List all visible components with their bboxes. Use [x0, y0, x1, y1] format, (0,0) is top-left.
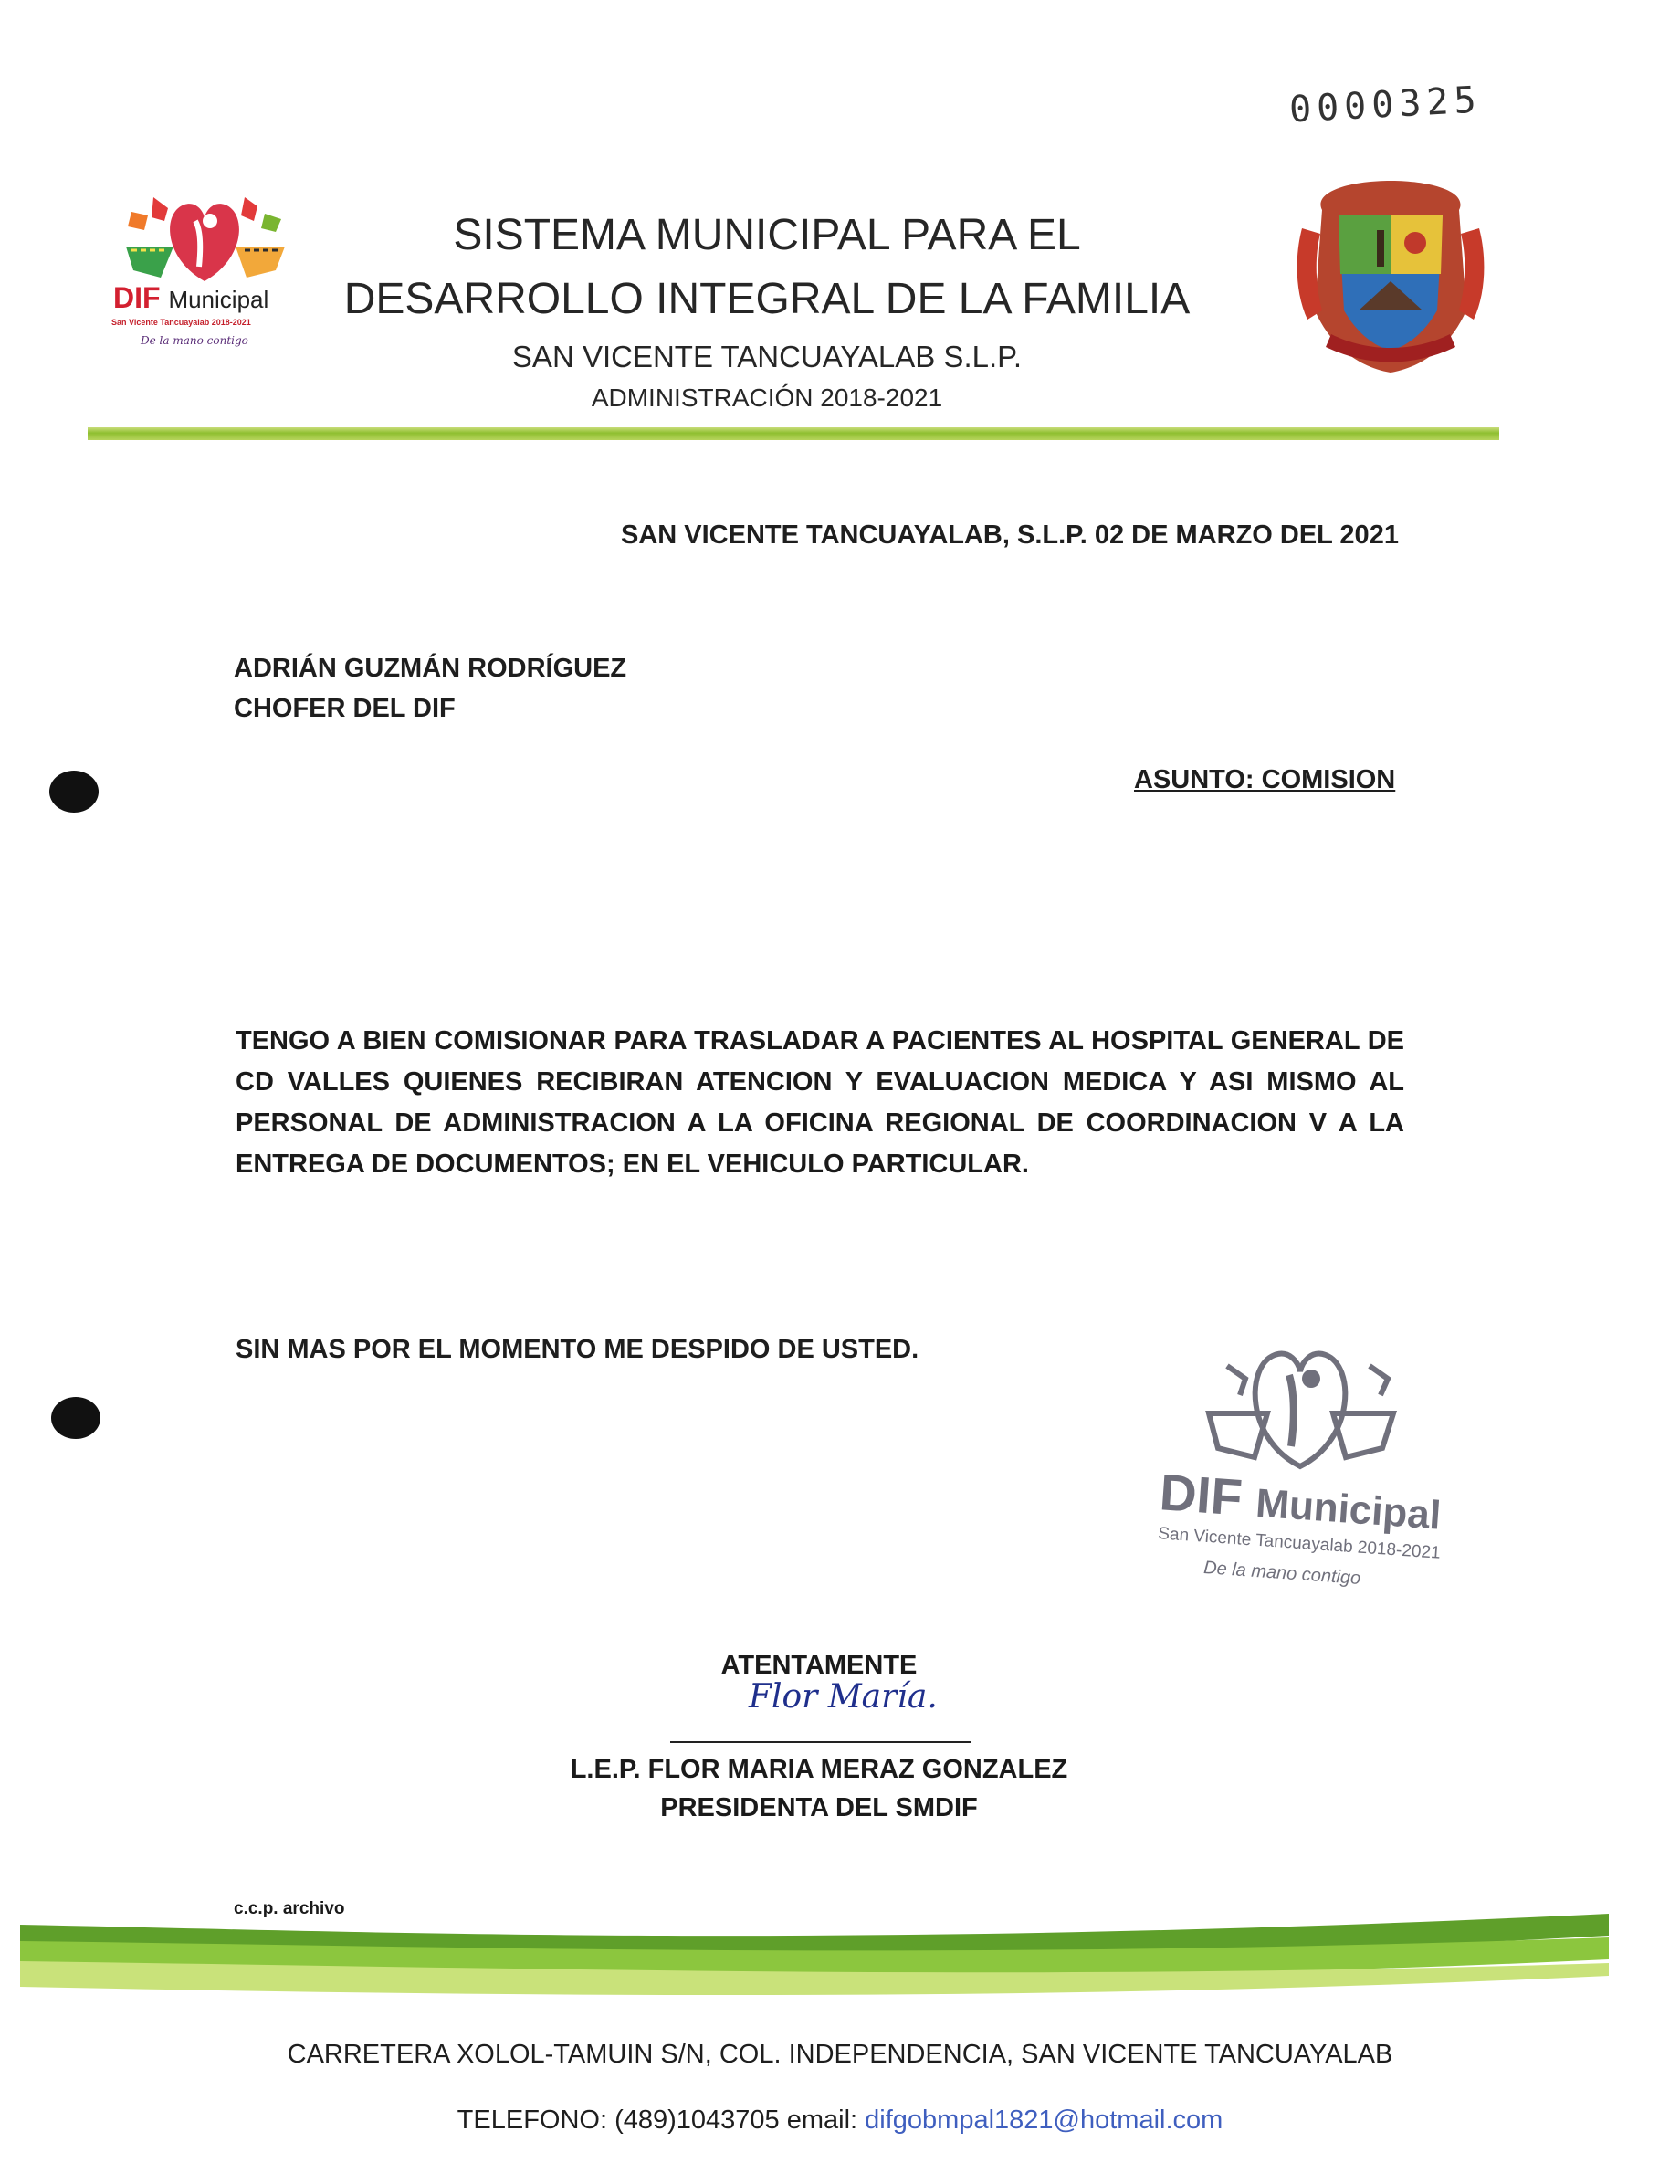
signature-line	[670, 1741, 971, 1743]
logo-tagline: De la mano contigo	[141, 334, 248, 347]
stamp-brand: DIF	[1158, 1463, 1244, 1527]
municipal-crest-icon	[1295, 173, 1486, 376]
dif-stamp	[1154, 1339, 1444, 1600]
folio-number: 0000325	[1287, 79, 1483, 131]
signer-title: PRESIDENTA DEL SMDIF	[660, 1793, 978, 1822]
letter-closing: SIN MAS POR EL MOMENTO ME DESPIDO DE USTED.	[236, 1335, 919, 1364]
stamp-brand-suffix: Municipal	[1254, 1480, 1443, 1538]
recipient-name: ADRIÁN GUZMÁN RODRÍGUEZ	[234, 654, 627, 683]
dif-logo	[108, 194, 301, 358]
letter-date: SAN VICENTE TANCUAYALAB, S.L.P. 02 DE MARZO DEL 2021	[621, 520, 1399, 550]
letter-subject: ASUNTO: COMISION	[1134, 765, 1396, 794]
header-municipality: SAN VICENTE TANCUAYALAB S.L.P.	[511, 340, 1023, 373]
footer-email[interactable]: difgobmpal1821@hotmail.com	[865, 2105, 1223, 2135]
salutation: ATENTAMENTE	[720, 1651, 918, 1680]
ccp-note: c.c.p. archivo	[234, 1899, 345, 1918]
footer-address: CARRETERA XOLOL-TAMUIN S/N, COL. INDEPENDENCIA, SAN VICENTE TANCUAYALAB	[287, 2040, 1393, 2069]
punch-hole	[51, 1397, 100, 1439]
stamp-tagline: De la mano contigo	[1202, 1558, 1361, 1589]
footer-swoosh	[20, 1905, 1609, 2018]
punch-hole	[49, 771, 99, 813]
header-title-line2: DESARROLLO INTEGRAL DE LA FAMILIA	[343, 275, 1191, 323]
stamp-subtitle: San Vicente Tancuayalab 2018-2021	[1157, 1524, 1442, 1563]
letter-body: TENGO A BIEN COMISIONAR PARA TRASLADAR A PACIENTES AL HOSPITAL GENERAL DE CD VALLES QUIENES RECIBIRAN ATENCION Y EVALUACION MEDICA Y ASI MISMO AL PERSONAL DE ADMINISTRACION A LA OFICINA REGIONAL DE COORDINACION V A LA ENTREGA DE DOCUMENTOS; EN EL VEHICULO PARTICULAR.	[236, 1026, 1404, 1179]
logo-brand-suffix: Municipal	[168, 286, 269, 313]
logo-subtitle: San Vicente Tancuayalab 2018-2021	[111, 318, 251, 327]
footer-phone: TELEFONO: (489)1043705 email:	[457, 2105, 858, 2135]
dif-heart-icon	[108, 194, 301, 287]
logo-brand: DIF	[113, 281, 161, 314]
handwritten-signature: Flor María.	[749, 1678, 938, 1716]
header-title-line1: SISTEMA MUNICIPAL PARA EL	[453, 211, 1081, 259]
footer-contact	[164, 2105, 1516, 2136]
stamp-heart-icon	[1191, 1339, 1410, 1475]
recipient-role: CHOFER DEL DIF	[234, 694, 456, 723]
header-divider	[88, 427, 1499, 440]
signer-name: L.E.P. FLOR MARIA MERAZ GONZALEZ	[570, 1755, 1068, 1784]
header-administration: ADMINISTRACIÓN 2018-2021	[591, 383, 943, 412]
